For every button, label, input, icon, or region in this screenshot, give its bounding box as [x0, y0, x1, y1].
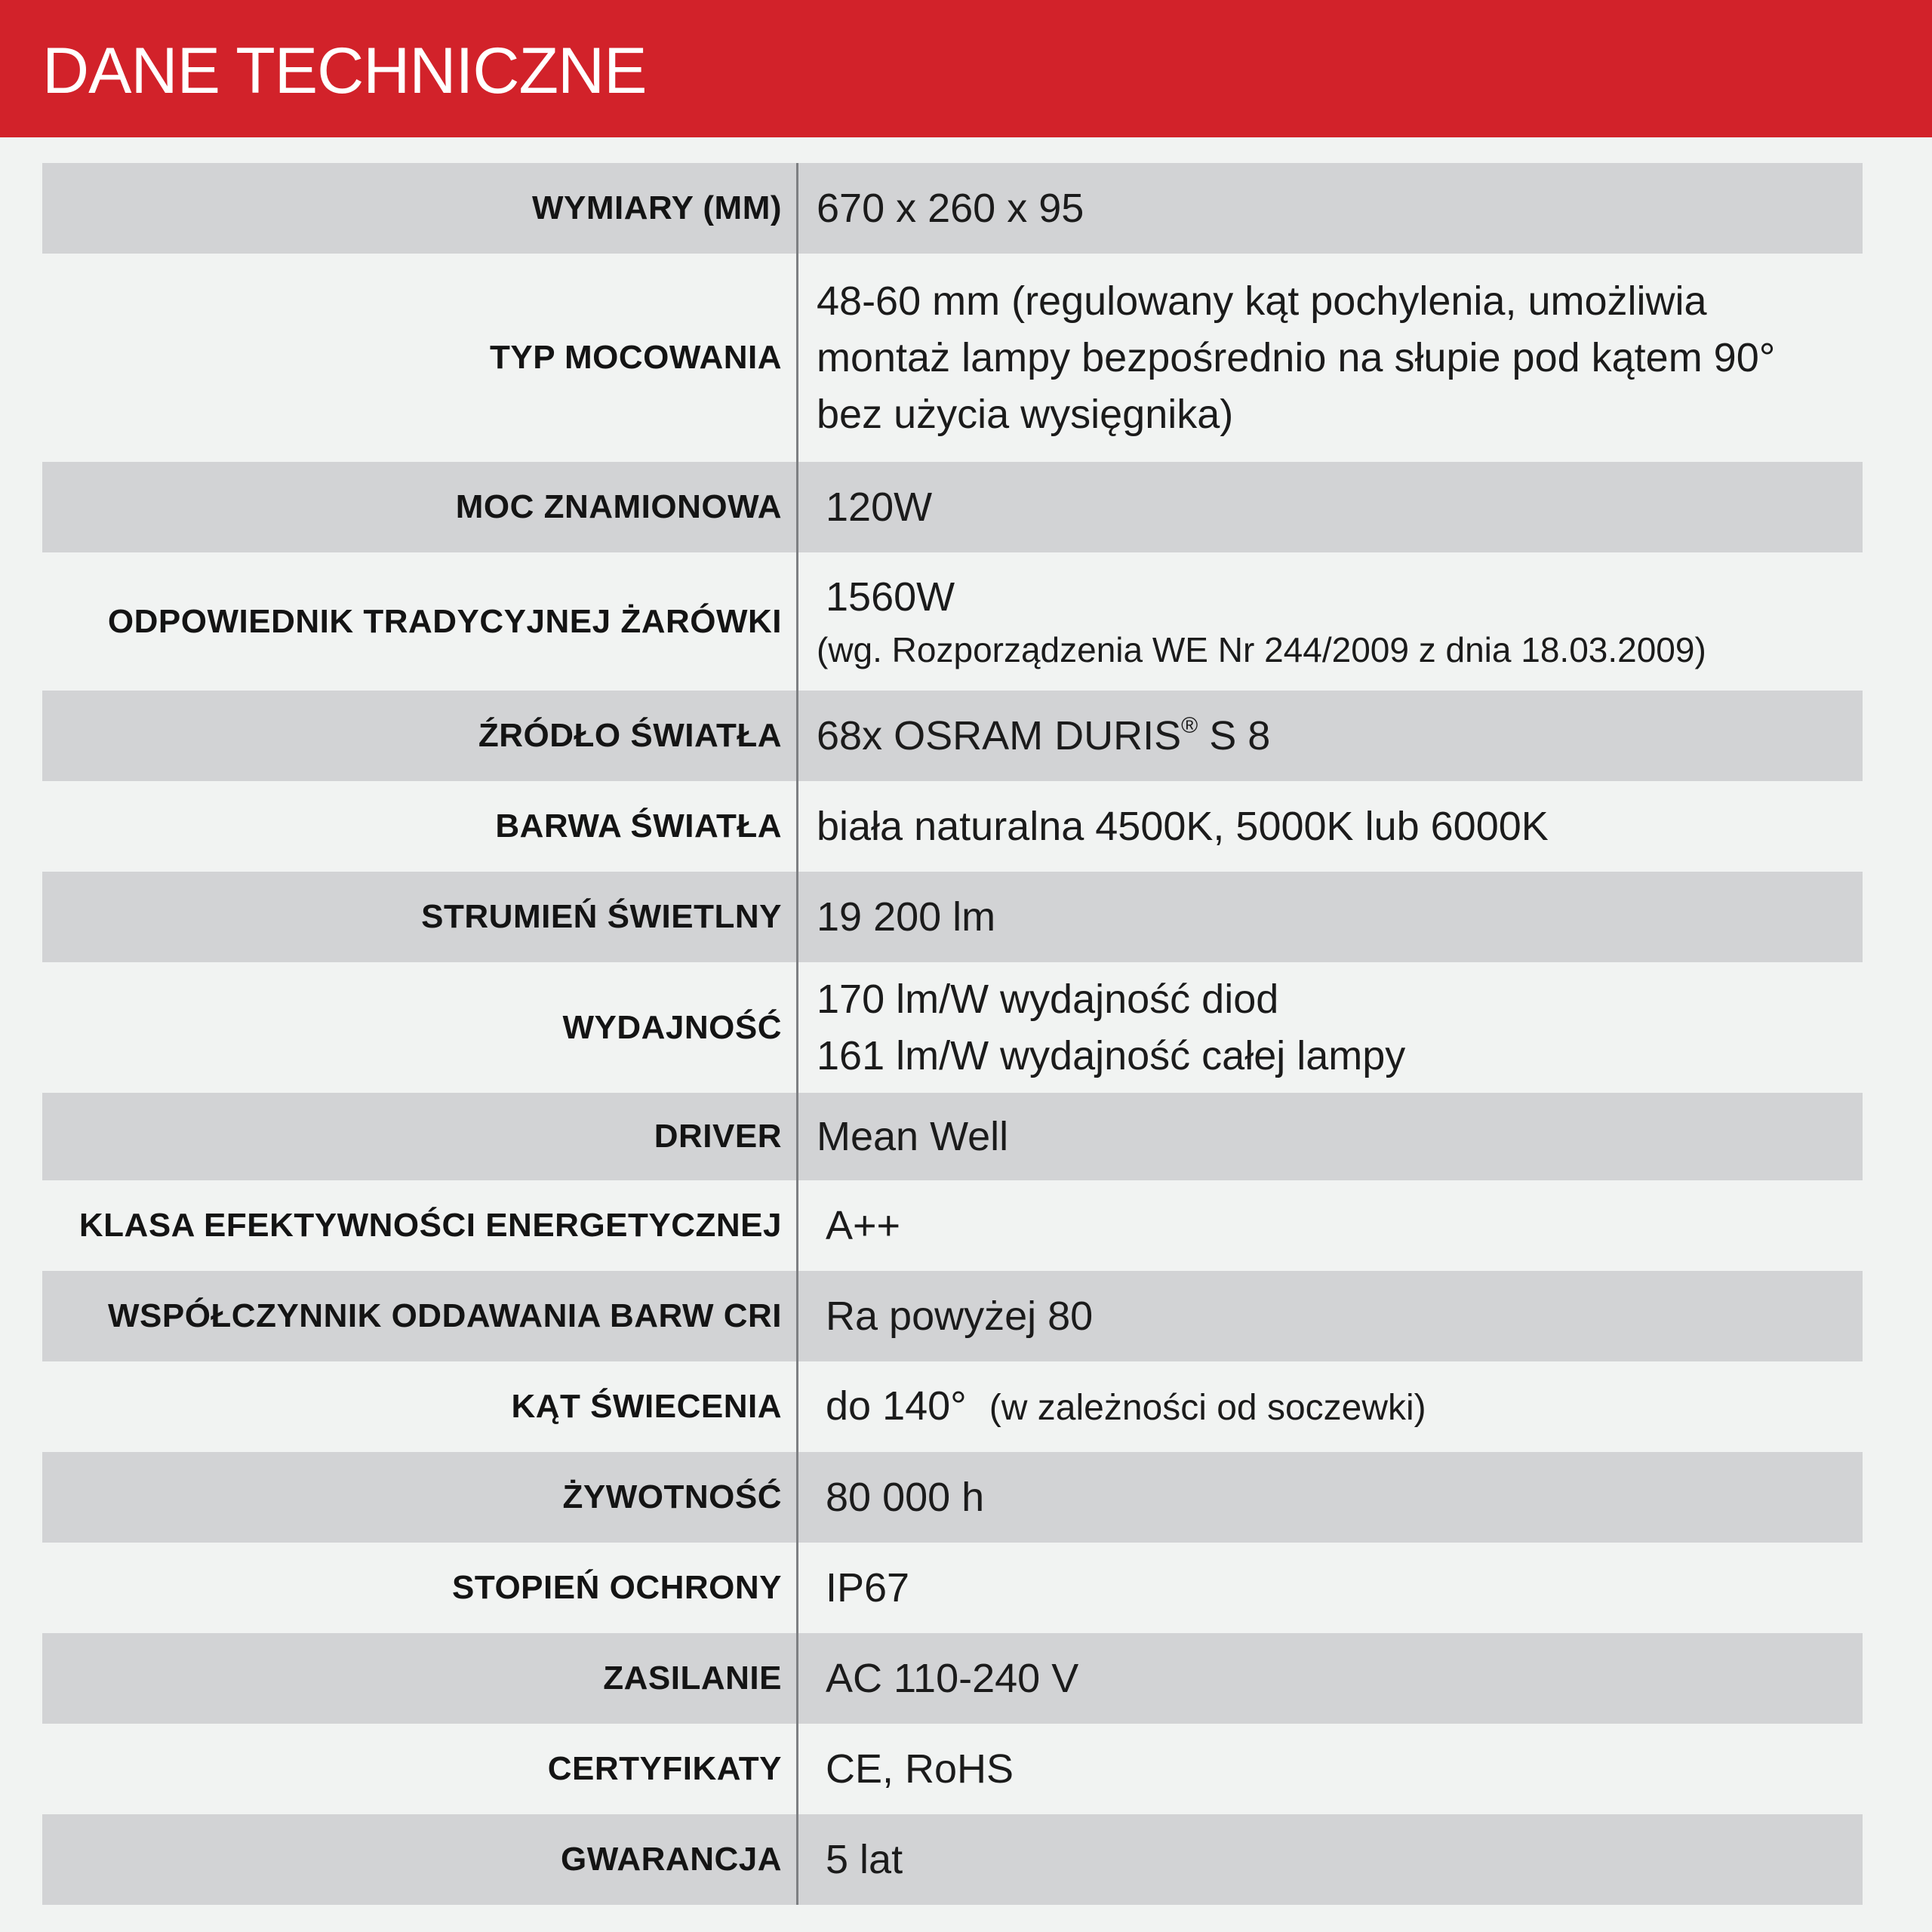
- page-title: DANE TECHNICZNE: [42, 35, 647, 107]
- spec-value-main: do 140°: [826, 1383, 967, 1429]
- spec-label: KLASA EFEKTYWNOŚCI ENERGETYCZNEJ: [78, 1207, 782, 1244]
- spec-value-main: 68x OSRAM DURIS: [817, 712, 1182, 758]
- spec-label: ODPOWIEDNIK TRADYCYJNEJ ŻARÓWKI: [107, 602, 782, 640]
- spec-label: DRIVER: [654, 1118, 782, 1155]
- spec-table: [42, 163, 1863, 1905]
- spec-value-text: IP67: [826, 1564, 910, 1611]
- spec-label: MOC ZNAMIONOWA: [455, 488, 782, 525]
- spec-label: KĄT ŚWIECENIA: [511, 1388, 782, 1425]
- spec-label: GWARANCJA: [561, 1841, 782, 1878]
- spec-value-note: (wg. Rozporządzenia WE Nr 244/2009 z dnia 18.03.2009): [817, 630, 1706, 669]
- spec-row-kat: [42, 1361, 1863, 1452]
- spec-row-zywotnosc: [42, 1452, 1863, 1543]
- spec-value: [798, 1361, 1863, 1452]
- spec-row-klasa: [42, 1180, 1863, 1271]
- spec-label: ŻYWOTNOŚĆ: [562, 1478, 782, 1515]
- spec-value-line: 170 lm/W wydajność diod: [817, 976, 1279, 1022]
- spec-row-driver: [42, 1093, 1863, 1180]
- spec-value: [798, 1271, 1863, 1361]
- spec-value-text: 1560W: [826, 574, 955, 620]
- spec-value-text: Mean Well: [817, 1113, 1009, 1159]
- spec-value: [798, 1814, 1863, 1905]
- spec-label: ŹRÓDŁO ŚWIATŁA: [478, 717, 782, 754]
- spec-value-line: bez użycia wysięgnika): [817, 391, 1234, 437]
- spec-value: [798, 462, 1863, 552]
- spec-value-text: [826, 1378, 1844, 1436]
- spec-label: WYMIARY (MM): [531, 189, 782, 226]
- spec-value-text: AC 110-240 V: [826, 1655, 1079, 1701]
- spec-row-gwarancja: [42, 1814, 1863, 1905]
- spec-value: [798, 962, 1863, 1093]
- spec-row-certyfikaty: [42, 1724, 1863, 1814]
- spec-label: STOPIEŃ OCHRONY: [452, 1569, 782, 1606]
- spec-label: TYP MOCOWANIA: [489, 339, 782, 376]
- spec-value-note: (w zależności od soczewki): [989, 1387, 1426, 1428]
- spec-value-line: 161 lm/W wydajność całej lampy: [817, 1032, 1406, 1078]
- spec-row-mocowanie: [42, 254, 1863, 462]
- spec-row-wymiary: [42, 163, 1863, 254]
- spec-value: [798, 1633, 1863, 1724]
- spec-label: WSPÓŁCZYNNIK ODDAWANIA BARW CRI: [107, 1297, 782, 1334]
- spec-label: WYDAJNOŚĆ: [562, 1008, 782, 1046]
- spec-label: STRUMIEŃ ŚWIETLNY: [421, 898, 782, 935]
- spec-value: [798, 1093, 1863, 1180]
- spec-value: [798, 1452, 1863, 1543]
- spec-value: [798, 691, 1863, 781]
- spec-value-text: 120W: [826, 484, 933, 530]
- registered-mark: ®: [1181, 712, 1198, 738]
- spec-value-line: 48-60 mm (regulowany kąt pochylenia, umożliwia: [817, 278, 1707, 324]
- spec-value-suffix: S 8: [1198, 712, 1271, 758]
- spec-value: [798, 1180, 1863, 1271]
- spec-value-text: 19 200 lm: [817, 894, 996, 940]
- spec-value: [798, 254, 1863, 462]
- spec-value: [798, 872, 1863, 962]
- spec-row-barwa: [42, 781, 1863, 872]
- spec-row-zasilanie: [42, 1633, 1863, 1724]
- spec-row-strumien: [42, 872, 1863, 962]
- spec-value: [798, 552, 1863, 691]
- spec-row-zrodlo: [42, 691, 1863, 781]
- spec-value-text: CE, RoHS: [826, 1746, 1014, 1792]
- spec-value-text: Ra powyżej 80: [826, 1293, 1094, 1339]
- spec-value: [798, 1724, 1863, 1814]
- header-bar: [0, 0, 1932, 137]
- spec-value: [798, 1543, 1863, 1633]
- spec-label: BARWA ŚWIATŁA: [495, 808, 782, 844]
- spec-label: CERTYFIKATY: [547, 1750, 782, 1787]
- spec-value: [798, 163, 1863, 254]
- spec-row-moc: [42, 462, 1863, 552]
- spec-row-ochrona: [42, 1543, 1863, 1633]
- spec-row-cri: [42, 1271, 1863, 1361]
- spec-value-text: biała naturalna 4500K, 5000K lub 6000K: [817, 803, 1549, 849]
- spec-value-text: 5 lat: [826, 1836, 903, 1882]
- spec-value-text: 670 x 260 x 95: [817, 185, 1084, 231]
- spec-value: [798, 781, 1863, 872]
- spec-value-text: 80 000 h: [826, 1474, 985, 1520]
- spec-value-line: montaż lampy bezpośrednio na słupie pod kątem 90°: [817, 334, 1776, 380]
- spec-label: ZASILANIE: [603, 1660, 782, 1697]
- spec-value-text: [817, 708, 1844, 764]
- spec-value-text: A++: [826, 1202, 901, 1248]
- spec-row-odpowiednik: [42, 552, 1863, 691]
- spec-row-wydajnosc: [42, 962, 1863, 1093]
